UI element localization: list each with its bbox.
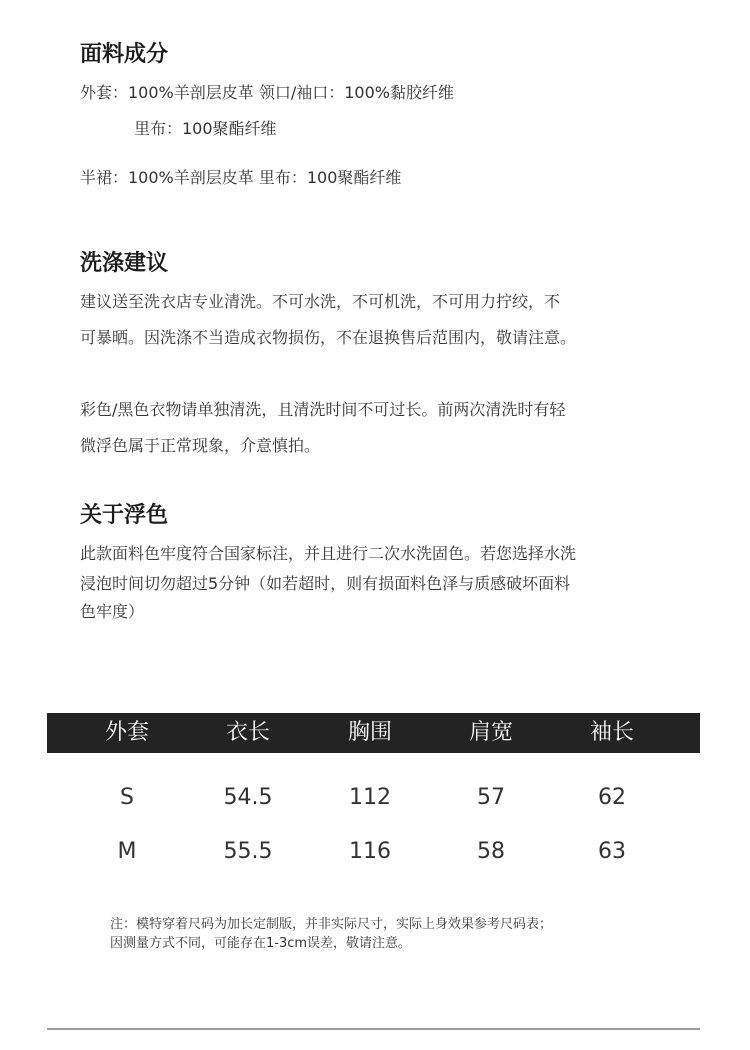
- note-line1: 注：模特穿着尺码为加长定制版，并非实际尺寸，实际上身效果参考尺码表；: [110, 917, 553, 932]
- floating-color-heading: 关于浮色: [80, 503, 169, 528]
- washing-para2-line1: 彩色/黑色衣物请单独清洗，且清洗时间不可过长。前两次清洗时有轻: [80, 400, 566, 419]
- cell-size: S: [120, 785, 134, 810]
- fabric-heading: 面料成分: [80, 42, 169, 67]
- cell-sleeve: 62: [598, 785, 626, 810]
- cell-chest: 112: [349, 785, 391, 810]
- size-table-header: [47, 713, 700, 753]
- fabric-line-jacket: 外套：100%羊剖层皮革 领口/袖口：100%黏胶纤维: [80, 83, 454, 102]
- cell-sleeve: 63: [598, 839, 626, 864]
- cell-shoulder: 58: [477, 839, 505, 864]
- washing-para2-line2: 微浮色属于正常现象，介意慎拍。: [80, 436, 321, 455]
- floating-color-line2: 浸泡时间切勿超过5分钟（如若超时，则有损面料色泽与质感破坏面料: [80, 574, 571, 593]
- washing-para1-line1: 建议送至洗衣店专业清洗。不可水洗，不可机洗，不可用力拧绞，不: [80, 292, 561, 311]
- header-cell-chest: 胸围: [347, 720, 392, 745]
- bottom-divider: [47, 1028, 700, 1030]
- cell-length: 55.5: [223, 839, 273, 864]
- header-cell-length: 衣长: [225, 720, 270, 745]
- fabric-line-lining: 里布：100聚酯纤维: [134, 119, 277, 138]
- fabric-line-skirt: 半裙：100%羊剖层皮革 里布：100聚酯纤维: [80, 168, 402, 187]
- header-cell-item: 外套: [104, 720, 149, 745]
- cell-shoulder: 57: [477, 785, 505, 810]
- header-cell-shoulder: 肩宽: [468, 720, 513, 745]
- cell-size: M: [117, 839, 137, 864]
- washing-heading: 洗涤建议: [80, 251, 169, 276]
- floating-color-line1: 此款面料色牢度符合国家标注，并且进行二次水洗固色。若您选择水洗: [80, 544, 577, 563]
- floating-color-line3: 色牢度）: [80, 602, 145, 621]
- note-line2: 因测量方式不同，可能存在1-3cm误差，敬请注意。: [110, 936, 412, 951]
- cell-length: 54.5: [223, 785, 273, 810]
- cell-chest: 116: [349, 839, 391, 864]
- washing-para1-line2: 可暴晒。因洗涤不当造成衣物损伤，不在退换售后范围内，敬请注意。: [80, 328, 577, 347]
- header-cell-sleeve: 袖长: [589, 720, 634, 745]
